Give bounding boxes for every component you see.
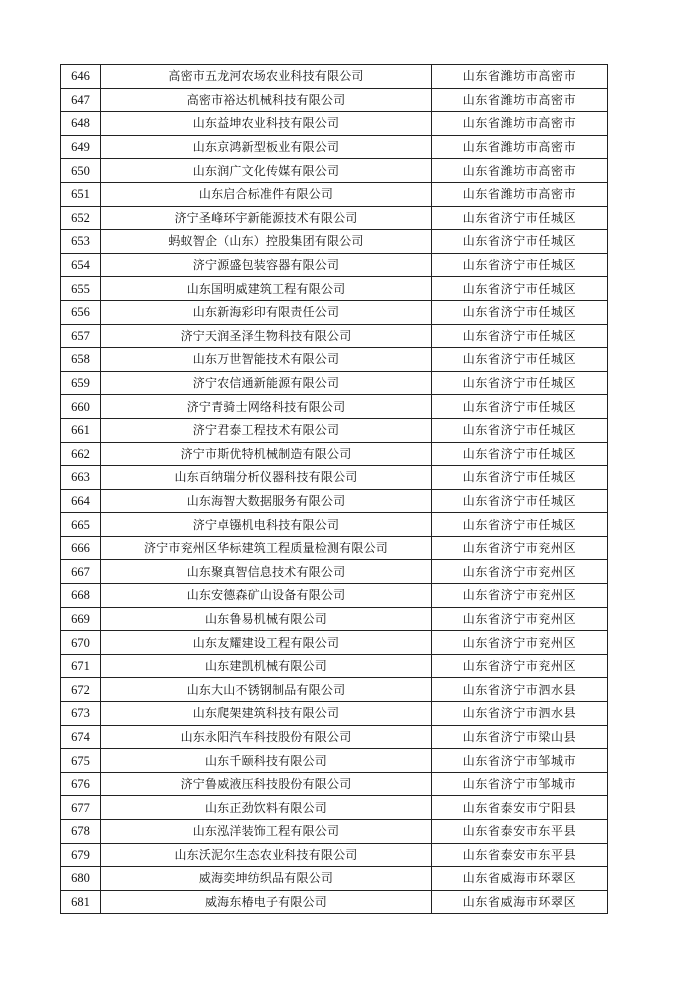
table-row <box>61 112 608 136</box>
row-number-cell: 652 <box>61 206 101 230</box>
row-number-cell: 671 <box>61 654 101 678</box>
company-table-body <box>61 65 608 914</box>
row-number-cell: 664 <box>61 489 101 513</box>
row-number-cell: 673 <box>61 702 101 726</box>
row-number-cell: 680 <box>61 867 101 891</box>
location-cell: 山东省济宁市泗水县 <box>432 702 608 726</box>
table-row <box>61 796 608 820</box>
location-cell: 山东省威海市环翠区 <box>432 867 608 891</box>
company-name-cell: 济宁卓镪机电科技有限公司 <box>101 513 432 537</box>
location-cell: 山东省济宁市任城区 <box>432 513 608 537</box>
company-name-cell: 山东海智大数据服务有限公司 <box>101 489 432 513</box>
table-row <box>61 65 608 89</box>
location-cell: 山东省济宁市任城区 <box>432 418 608 442</box>
location-cell: 山东省济宁市任城区 <box>432 300 608 324</box>
location-cell: 山东省潍坊市高密市 <box>432 112 608 136</box>
company-name-cell: 济宁圣峰环宇新能源技术有限公司 <box>101 206 432 230</box>
company-name-cell: 济宁源盛包装容器有限公司 <box>101 253 432 277</box>
row-number-cell: 681 <box>61 890 101 914</box>
location-cell: 山东省济宁市任城区 <box>432 442 608 466</box>
table-row <box>61 418 608 442</box>
table-row <box>61 395 608 419</box>
table-row <box>61 654 608 678</box>
company-name-cell: 济宁青骑士网络科技有限公司 <box>101 395 432 419</box>
row-number-cell: 653 <box>61 230 101 254</box>
company-name-cell: 山东京鸿新型板业有限公司 <box>101 135 432 159</box>
table-row <box>61 702 608 726</box>
company-name-cell: 济宁君泰工程技术有限公司 <box>101 418 432 442</box>
row-number-cell: 647 <box>61 88 101 112</box>
row-number-cell: 656 <box>61 300 101 324</box>
table-row <box>61 88 608 112</box>
company-name-cell: 山东爬架建筑科技有限公司 <box>101 702 432 726</box>
table-row <box>61 206 608 230</box>
row-number-cell: 668 <box>61 584 101 608</box>
table-row <box>61 678 608 702</box>
location-cell: 山东省济宁市梁山县 <box>432 725 608 749</box>
location-cell: 山东省济宁市邹城市 <box>432 772 608 796</box>
table-row <box>61 300 608 324</box>
company-name-cell: 山东泓洋装饰工程有限公司 <box>101 820 432 844</box>
location-cell: 山东省济宁市任城区 <box>432 324 608 348</box>
location-cell: 山东省济宁市兖州区 <box>432 536 608 560</box>
location-cell: 山东省济宁市兖州区 <box>432 654 608 678</box>
row-number-cell: 659 <box>61 371 101 395</box>
row-number-cell: 661 <box>61 418 101 442</box>
row-number-cell: 663 <box>61 466 101 490</box>
row-number-cell: 674 <box>61 725 101 749</box>
location-cell: 山东省济宁市任城区 <box>432 206 608 230</box>
company-name-cell: 济宁市兖州区华标建筑工程质量检测有限公司 <box>101 536 432 560</box>
row-number-cell: 679 <box>61 843 101 867</box>
table-row <box>61 348 608 372</box>
row-number-cell: 648 <box>61 112 101 136</box>
row-number-cell: 666 <box>61 536 101 560</box>
location-cell: 山东省济宁市兖州区 <box>432 607 608 631</box>
company-name-cell: 山东启合标准件有限公司 <box>101 182 432 206</box>
row-number-cell: 665 <box>61 513 101 537</box>
row-number-cell: 646 <box>61 65 101 89</box>
table-row <box>61 749 608 773</box>
table-row <box>61 725 608 749</box>
row-number-cell: 650 <box>61 159 101 183</box>
table-row <box>61 230 608 254</box>
company-name-cell: 济宁天润圣泽生物科技有限公司 <box>101 324 432 348</box>
company-name-cell: 威海东椿电子有限公司 <box>101 890 432 914</box>
company-name-cell: 山东鲁易机械有限公司 <box>101 607 432 631</box>
row-number-cell: 676 <box>61 772 101 796</box>
company-name-cell: 高密市五龙河农场农业科技有限公司 <box>101 65 432 89</box>
table-row <box>61 631 608 655</box>
location-cell: 山东省潍坊市高密市 <box>432 65 608 89</box>
company-name-cell: 山东国明威建筑工程有限公司 <box>101 277 432 301</box>
company-name-cell: 山东润广文化传媒有限公司 <box>101 159 432 183</box>
row-number-cell: 675 <box>61 749 101 773</box>
location-cell: 山东省济宁市任城区 <box>432 489 608 513</box>
company-name-cell: 山东正劲饮料有限公司 <box>101 796 432 820</box>
table-row <box>61 489 608 513</box>
company-name-cell: 山东千颐科技有限公司 <box>101 749 432 773</box>
table-row <box>61 820 608 844</box>
row-number-cell: 672 <box>61 678 101 702</box>
company-name-cell: 济宁市斯优特机械制造有限公司 <box>101 442 432 466</box>
location-cell: 山东省济宁市任城区 <box>432 230 608 254</box>
location-cell: 山东省泰安市东平县 <box>432 843 608 867</box>
row-number-cell: 658 <box>61 348 101 372</box>
location-cell: 山东省威海市环翠区 <box>432 890 608 914</box>
company-name-cell: 山东大山不锈钢制品有限公司 <box>101 678 432 702</box>
location-cell: 山东省济宁市兖州区 <box>432 631 608 655</box>
company-table <box>60 64 608 914</box>
location-cell: 山东省泰安市宁阳县 <box>432 796 608 820</box>
location-cell: 山东省济宁市任城区 <box>432 253 608 277</box>
row-number-cell: 655 <box>61 277 101 301</box>
location-cell: 山东省潍坊市高密市 <box>432 182 608 206</box>
table-row <box>61 843 608 867</box>
location-cell: 山东省潍坊市高密市 <box>432 88 608 112</box>
table-row <box>61 466 608 490</box>
table-row <box>61 513 608 537</box>
table-row <box>61 536 608 560</box>
company-name-cell: 山东新海彩印有限责任公司 <box>101 300 432 324</box>
location-cell: 山东省济宁市任城区 <box>432 277 608 301</box>
company-name-cell: 山东建凯机械有限公司 <box>101 654 432 678</box>
location-cell: 山东省潍坊市高密市 <box>432 135 608 159</box>
company-name-cell: 山东友耀建设工程有限公司 <box>101 631 432 655</box>
row-number-cell: 678 <box>61 820 101 844</box>
row-number-cell: 657 <box>61 324 101 348</box>
location-cell: 山东省济宁市泗水县 <box>432 678 608 702</box>
row-number-cell: 660 <box>61 395 101 419</box>
company-name-cell: 威海奕坤纺织品有限公司 <box>101 867 432 891</box>
table-row <box>61 371 608 395</box>
row-number-cell: 670 <box>61 631 101 655</box>
company-name-cell: 山东百纳瑞分析仪器科技有限公司 <box>101 466 432 490</box>
location-cell: 山东省济宁市兖州区 <box>432 560 608 584</box>
row-number-cell: 651 <box>61 182 101 206</box>
row-number-cell: 662 <box>61 442 101 466</box>
location-cell: 山东省济宁市任城区 <box>432 348 608 372</box>
table-row <box>61 607 608 631</box>
row-number-cell: 649 <box>61 135 101 159</box>
row-number-cell: 669 <box>61 607 101 631</box>
table-row <box>61 584 608 608</box>
company-name-cell: 山东聚真智信息技术有限公司 <box>101 560 432 584</box>
table-row <box>61 867 608 891</box>
company-name-cell: 山东益坤农业科技有限公司 <box>101 112 432 136</box>
row-number-cell: 677 <box>61 796 101 820</box>
company-name-cell: 山东沃泥尔生态农业科技有限公司 <box>101 843 432 867</box>
table-row <box>61 890 608 914</box>
company-name-cell: 济宁鲁威液压科技股份有限公司 <box>101 772 432 796</box>
company-name-cell: 济宁农信通新能源有限公司 <box>101 371 432 395</box>
table-row <box>61 182 608 206</box>
table-row <box>61 560 608 584</box>
row-number-cell: 654 <box>61 253 101 277</box>
company-name-cell: 山东安德森矿山设备有限公司 <box>101 584 432 608</box>
table-row <box>61 135 608 159</box>
company-name-cell: 山东永阳汽车科技股份有限公司 <box>101 725 432 749</box>
company-name-cell: 高密市裕达机械科技有限公司 <box>101 88 432 112</box>
company-name-cell: 山东万世智能技术有限公司 <box>101 348 432 372</box>
location-cell: 山东省泰安市东平县 <box>432 820 608 844</box>
table-row <box>61 253 608 277</box>
row-number-cell: 667 <box>61 560 101 584</box>
table-row <box>61 442 608 466</box>
location-cell: 山东省济宁市任城区 <box>432 395 608 419</box>
company-name-cell: 蚂蚁智企（山东）控股集团有限公司 <box>101 230 432 254</box>
location-cell: 山东省济宁市任城区 <box>432 371 608 395</box>
table-row <box>61 772 608 796</box>
table-row <box>61 324 608 348</box>
location-cell: 山东省济宁市兖州区 <box>432 584 608 608</box>
location-cell: 山东省潍坊市高密市 <box>432 159 608 183</box>
location-cell: 山东省济宁市任城区 <box>432 466 608 490</box>
table-row <box>61 277 608 301</box>
location-cell: 山东省济宁市邹城市 <box>432 749 608 773</box>
table-row <box>61 159 608 183</box>
